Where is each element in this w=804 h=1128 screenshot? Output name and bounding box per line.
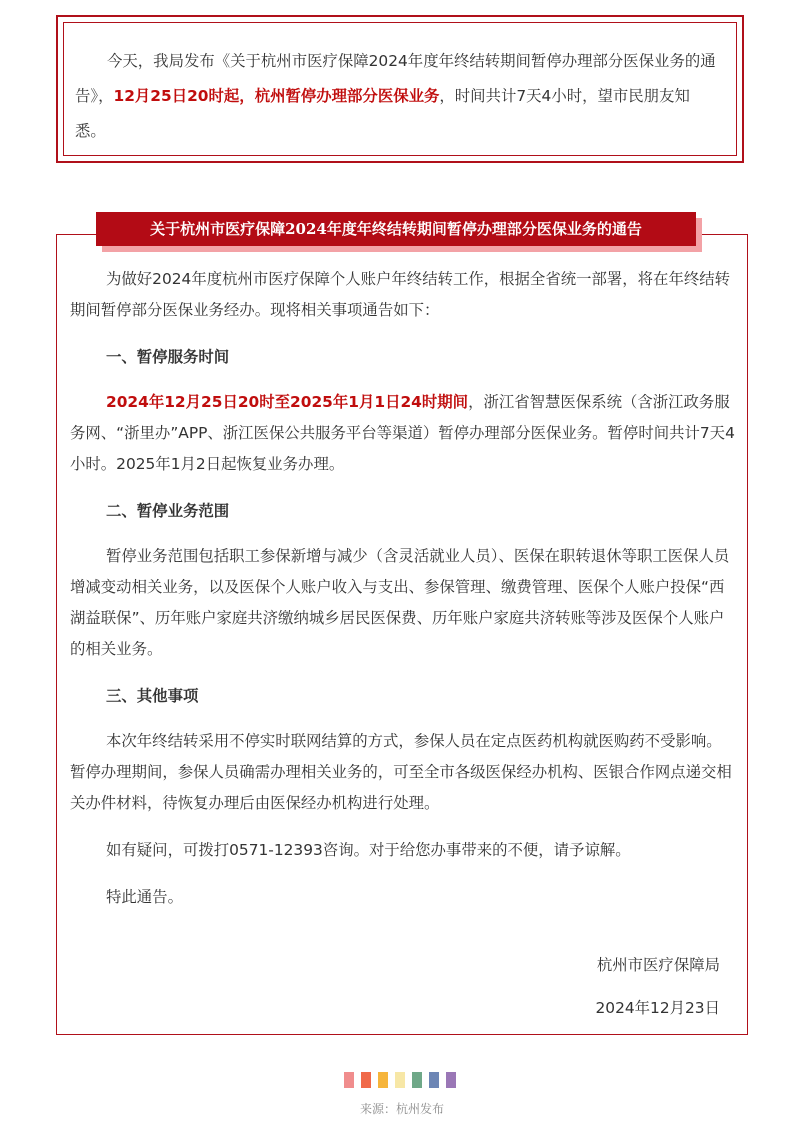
other-paragraph: 本次年终结转采用不停实时联网结算的方式，参保人员在定点医药机构就医购药不受影响。暂停办理期间，参保人员确需办理相关业务的，可至全市各级医保经办机构、医银合作网点递交相关办件材料，待恢复办理后由医保经办机构进行处理。: [70, 732, 732, 812]
signature-date: 2024年12月23日: [595, 999, 720, 1017]
color-dots-divider: [344, 1072, 456, 1088]
intro-frame: [56, 15, 744, 163]
color-dot: [378, 1072, 388, 1088]
section-heading-other: 三、其他事项: [106, 687, 199, 705]
scope-paragraph: 暂停业务范围包括职工参保新增与减少（含灵活就业人员）、医保在职转退休等职工医保人员增减变动相关业务，以及医保个人账户收入与支出、参保管理、缴费管理、医保个人账户投保“西湖益联保”、历年账户家庭共济缴纳城乡居民医保费、历年账户家庭共济转账等涉及医保个人账户的相关业务。: [70, 547, 730, 658]
color-dot: [412, 1072, 422, 1088]
signature-org: 杭州市医疗保障局: [596, 956, 720, 974]
intro-text: [75, 44, 719, 149]
section-heading-time: 一、暂停服务时间: [106, 348, 230, 366]
notice-title: 关于杭州市医疗保障2024年度年终结转期间暂停办理部分医保业务的通告: [96, 212, 696, 246]
color-dot: [344, 1072, 354, 1088]
notice-body: [70, 264, 736, 929]
color-dot: [429, 1072, 439, 1088]
section-heading-scope: 二、暂停业务范围: [106, 502, 230, 520]
time-paragraph: [70, 387, 736, 480]
time-paragraph-rest: ，浙江省智慧医保系统（含浙江政务服务网、“浙里办”APP、浙江医保公共服务平台等渠道）暂停办理部分医保业务。暂停时间共计7天4小时。2025年1月2日起恢复业务办理。: [70, 393, 735, 473]
color-dot: [446, 1072, 456, 1088]
intro-text-a: 今天，我局发布《关于杭州市医疗保障2024年度年终结转期间暂停办理部分医保业务的通告》，: [75, 52, 716, 105]
color-dot: [361, 1072, 371, 1088]
time-highlight: 2024年12月25日20时至2025年1月1日24时期间: [106, 393, 469, 411]
source-credit: 来源：杭州发布: [359, 1102, 444, 1116]
color-dot: [395, 1072, 405, 1088]
intro-text-b: ，时间共计7天4小时，望市民朋友知悉。: [75, 87, 690, 140]
intro-highlight: 12月25日20时起，杭州暂停办理部分医保业务: [113, 87, 440, 105]
intro-paragraph: 为做好2024年度杭州市医疗保障个人账户年终结转工作，根据全省统一部署，将在年终结转期间暂停部分医保业务经办。现将相关事项通告如下：: [70, 270, 731, 319]
contact-paragraph: 如有疑问，可拨打0571-12393咨询。对于给您办事带来的不便，请予谅解。: [106, 841, 631, 859]
closing-paragraph: 特此通告。: [106, 888, 183, 906]
